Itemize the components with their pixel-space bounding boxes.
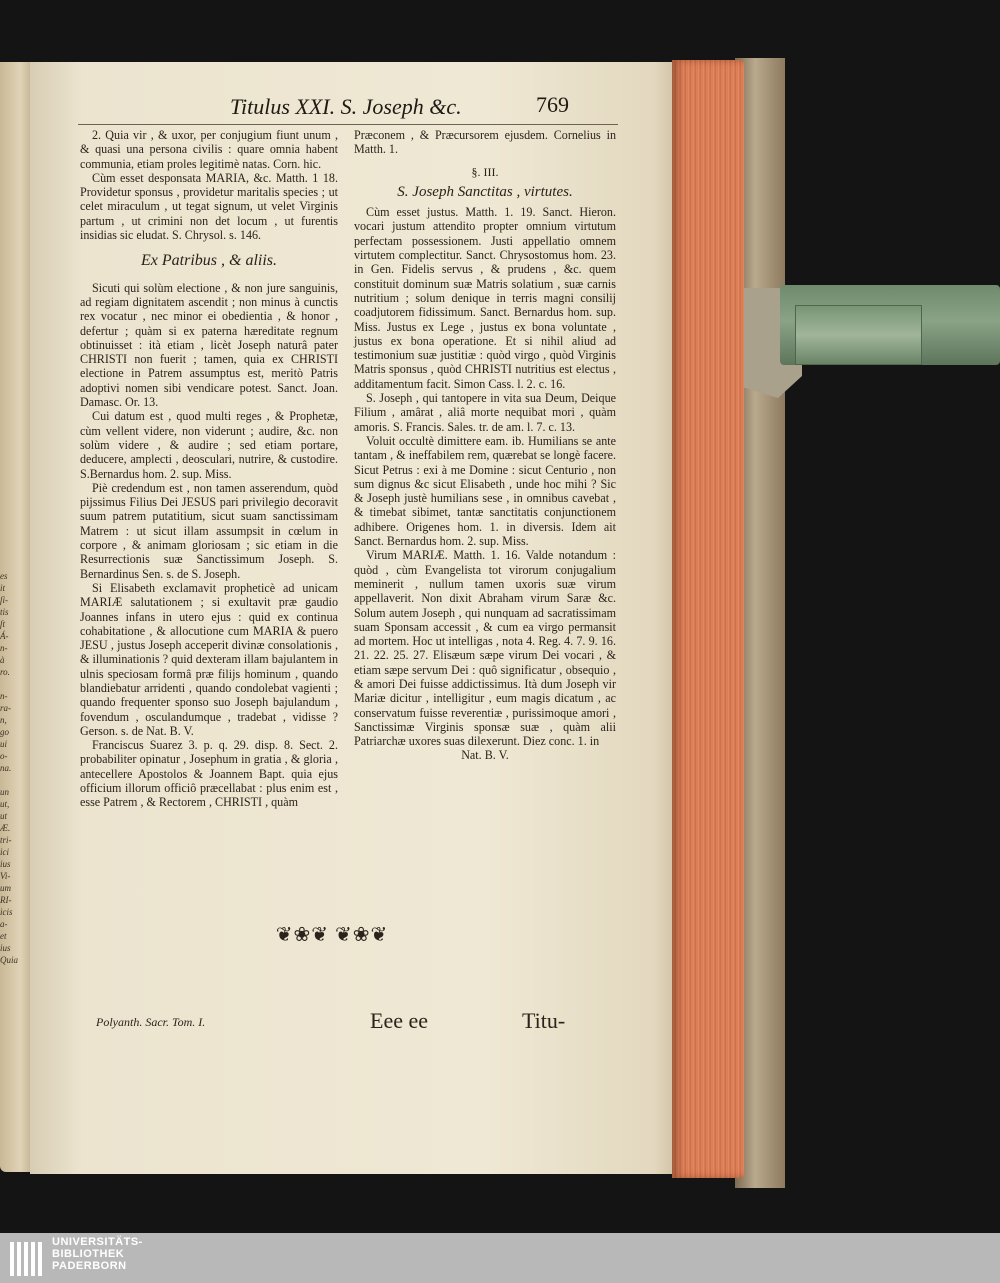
margin-fragment: icis: [0, 907, 13, 917]
margin-fragment: ius: [0, 859, 11, 869]
margin-fragment: Quia: [0, 955, 18, 965]
header-rule: [78, 124, 618, 125]
margin-fragment: et: [0, 931, 7, 941]
margin-fragment: ut: [0, 811, 8, 821]
library-footer-bar: [0, 1233, 1000, 1283]
margin-fragment: na.: [0, 763, 12, 773]
margin-fragment: à: [0, 655, 5, 665]
margin-fragment: ut,: [0, 799, 10, 809]
margin-fragment: es: [0, 571, 8, 581]
margin-fragment: ici: [0, 847, 9, 857]
margin-fragment: Á-: [0, 631, 9, 641]
margin-fragment: Vi-: [0, 871, 11, 881]
paragraph: Virum MARIÆ. Matth. 1. 16. Valde notandum : quòd , cùm Evangelista tot virorum conjugalium meminerit , nullum tamen uxoris suæ virum appellaverit. Non dixit Abraham virum Saræ &c. Solum autem Joseph , qui nunquam ad sacratissimam suam Sponsam accessit , & cum ea virgo permansit ad mortem. Hoc ut intelligas , nota 4. Reg. 4. 7. 9. 16. 21. 22. 25. 27. Elisæum sæpe virum Dei vocari , & etiam sæpe servum Dei : quô significatur , obsequio , & amori Dei fuisse addictissimus. Ità dum Joseph vir Mariæ dicitur , intelligitur , eum magis dicatum , ac conservatum fuisse reverentiæ , purissimoque amori , Sanctissimæ Virginis sponsæ suæ , quàm alii Patriarchæ uxores suas dilexerunt. Diez conc. 1. in: [354, 548, 616, 749]
clasp-plate: [795, 305, 922, 365]
margin-fragment: [0, 774, 22, 786]
margin-fragment: ſi-: [0, 595, 8, 605]
margin-fragment: n-: [0, 691, 8, 701]
logo-line: BIBLIOTHEK: [52, 1248, 125, 1260]
paragraph: Cui datum est , quod multi reges , & Prophetæ, cùm vellent videre, non viderunt ; audire, &c. non solùm videre , & audire ; sed etiam portare, deducere, amplecti , deosculari, nutrire, & custodire. S.Bernardus hom. 2. sup. Miss.: [80, 409, 338, 481]
paragraph: 2. Quia vir , & uxor, per conjugium fiunt unum , & quasi una persona civilis : quare omnia habent communia, etiam proles legitimè natas. Corn. hic.: [80, 128, 338, 171]
paragraph-end: Nat. B. V.: [461, 748, 509, 763]
margin-fragment: ui: [0, 739, 8, 749]
margin-fragment: tis: [0, 607, 9, 617]
section-number: §. III.: [471, 164, 499, 179]
margin-fragment: it: [0, 583, 6, 593]
logo-line: UNIVERSITÄTS-: [52, 1236, 143, 1248]
paragraph: Si Elisabeth exclamavit propheticè ad unicam MARIÆ salutationem ; si exultavit præ gaudio Joannes infans in utero ejus : quid ex continua cohabitatione , & allocutione cum MARIA & puero JESU , justus Joseph acceperit divinæ consolationis , & illuminationis ? quid dexteram illam bajulantem in ulnis speciosam formâ præ filijs hominum , quando blandiebatur arridenti , quando condolebat vagienti ; quando frequenter sponso suo Joseph bajulandum , fovendum , osculandumque , tradebat , vidisse ? Gerson. s. de Nat. B. V.: [80, 580, 338, 738]
margin-fragment: ro.: [0, 667, 10, 677]
margin-fragment: o-: [0, 751, 8, 761]
margin-fragment: RI-: [0, 895, 12, 905]
paragraph: Voluit occultè dimittere eam. ib. Humilians se ante tantam , & ineffabilem rem, quærebat se longè facere. Sicut Petrus : exi à me Domine : sicut Centurio , non sum dignus &c sicut Elisabeth , unde hoc mihi ? Sic & Joseph justè humilians sese , in omnibus cavebat , & timebat sibimet, tantæ sanctitatis conjunctionem adhibere. Origenes hom. 1. in diversis. Idem ait Sanct. Bernardus hom. 2. sup. Miss.: [354, 433, 616, 549]
page-number: 769: [536, 92, 569, 117]
paragraph: Piè credendum est , non tamen asserendum, quòd pijssimus Filius Dei JESUS pari privilegio decoravit suum patrem putatitium, sicut suam sanctissimam Matrem : ut sicut illam assumpsit in cœlum in corpore , & animam gloriosam ; sic etiam in die Resurrectionis suæ Sanctissimum Joseph. S. Bernardinus Sen. s. de S. Joseph.: [80, 480, 338, 581]
page-block-edge: [672, 60, 744, 1178]
logo-line: PADERBORN: [52, 1260, 127, 1272]
margin-fragment: tri-: [0, 835, 12, 845]
previous-page-margin-text: [0, 570, 22, 966]
paragraph: S. Joseph , qui tantopere in vita sua Deum, Deique Filium , amârat , aliâ morte nequibat mori , quàm amoris. S. Francis. Sales. tr. de am. l. 7. c. 13.: [354, 391, 616, 434]
margin-fragment: n-: [0, 643, 8, 653]
left-text-column: [80, 128, 338, 810]
margin-fragment: Æ.: [0, 823, 11, 833]
signature-mark: Eee ee: [370, 1008, 428, 1033]
paragraph: Cùm esset desponsata MARIA, &c. Matth. 1 18. Providetur sponsus , providetur maritalis species ; ut celet miraculum , ut tegat signum, ut velet Virginis partum , ut crimini non det locum , ut furentis insidias sic eludat. S. Chrysol. s. 146.: [80, 170, 338, 243]
margin-fragment: un: [0, 787, 9, 797]
paragraph: Franciscus Suarez 3. p. q. 29. disp. 8. Sect. 2. probabiliter opinatur , Josephum in gratia , & gloria , antecellere Apostolos & Joannem Bapt. quia ejus officium illorum officiô præcellabat : plus enim est , esse Patrem , & Rectorem , CHRISTI , quàm: [80, 738, 338, 810]
library-logo-text: [52, 1236, 143, 1272]
margin-fragment: go: [0, 727, 9, 737]
catchword: Titu-: [522, 1008, 566, 1033]
paragraph: Præconem , & Præcursorem ejusdem. Cornelius in Matth. 1.: [354, 128, 616, 157]
margin-fragment: ius: [0, 943, 11, 953]
margin-fragment: ra-: [0, 703, 11, 713]
paragraph: Cùm esset justus. Matth. 1. 19. Sanct. Hieron. vocari justum attendito propter omnium virtutum perfectam possessionem. Justi appellatio omnem virtutem complectitur. Sanct. Chrysostomus hom. 23. in Gen. Fidelis servus , & prudens , &c. quem constituit dominum suæ Matris solatium , suæ carnis nutritium ; solum denique in terris magni consilij coadjutorem fidissimum. Sanct. Bernardus hom. sup. Miss. Justus ex Lege , justus ex bona voluntate , justus ex bona operatione. Et si nihil aliud ad testimonium suæ justitiæ : quòd virgo , quòd Virginis Matris sponsus , quòd CHRISTI nutritius est electus , additamentum facit. Simon Cass. l. 2. c. 16.: [354, 205, 616, 391]
paragraph: Sicuti qui solùm electione , & non jure sanguinis, ad regiam dignitatem ascendit ; non minus à cunctis rex vocatur , nec minor ei obedientia , & honor , defertur ; quàm si ex paterna hæreditate regnum obtinuisset : ità etiam , licèt Joseph naturâ pater CHRISTI non fuerit ; tamen, quia ex CHRISTI electione in Patrem assumptus est, meritò Patris adoptivi nomen sibi vendicare potest. Sanct. Joan. Damasc. Or. 13.: [80, 280, 338, 410]
margin-fragment: n,: [0, 715, 7, 725]
right-text-column: [354, 128, 616, 763]
running-title: Titulus XXI. S. Joseph &c.: [230, 94, 462, 119]
section-heading: S. Joseph Sanctitas , virtutes.: [397, 183, 573, 200]
section-heading: Ex Patribus , & aliis.: [141, 252, 277, 270]
margin-fragment: a-: [0, 919, 8, 929]
volume-label: Polyanth. Sacr. Tom. I.: [96, 1015, 206, 1029]
library-logo-icon: [8, 1238, 46, 1280]
margin-fragment: [0, 678, 22, 690]
margin-fragment: ſt: [0, 619, 6, 629]
decorative-ornament: ❦❀❦ ❦❀❦: [275, 924, 389, 946]
margin-fragment: um: [0, 883, 11, 893]
book-page: [30, 62, 680, 1174]
